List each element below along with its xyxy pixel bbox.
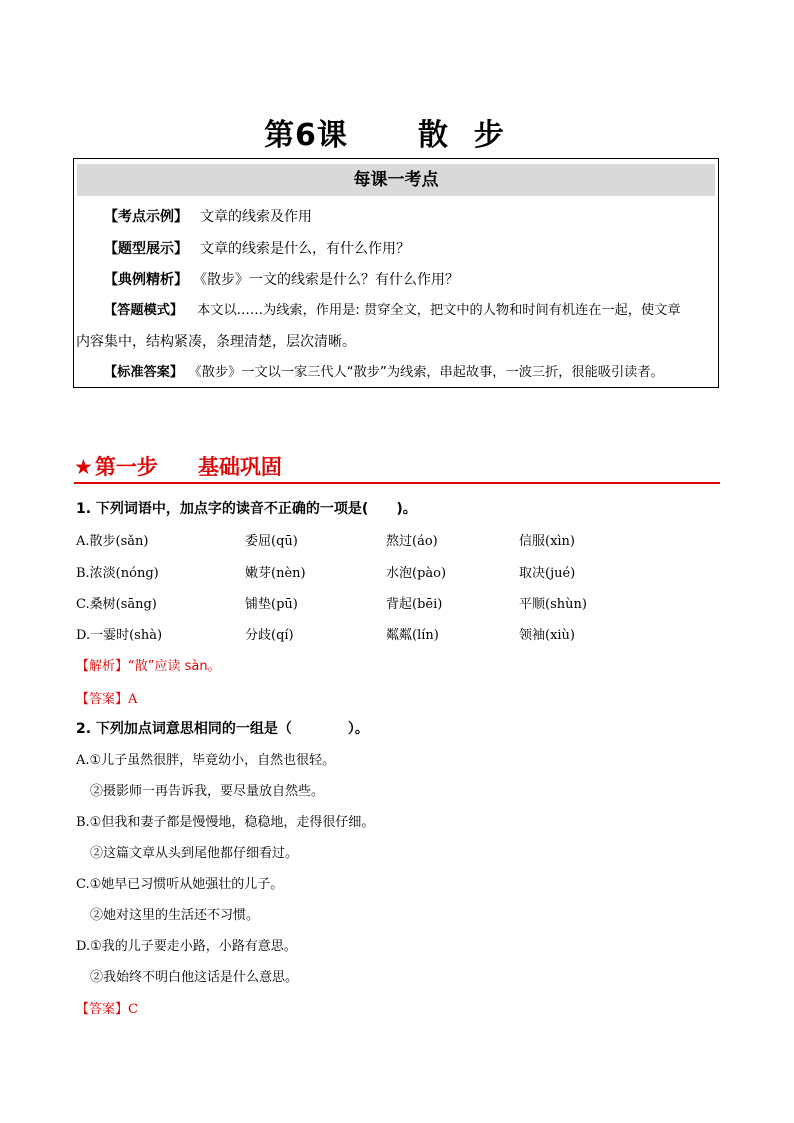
q1-option: 平顺(shùn) <box>519 597 587 612</box>
row-key: 【考点示例】 <box>104 209 188 225</box>
row-text: 《散步》一文以一家三代人“散步”为线索，串起故事，一波三折，很能吸引读者。 <box>195 365 664 380</box>
q2-option-line: ②我始终不明白他这话是什么意思。 <box>90 970 299 985</box>
q1-option: 委屈(qū) <box>245 534 298 549</box>
q1-option: D.一霎时(shà) <box>76 628 163 643</box>
q2-option-line: C.①她早已习惯听从她强壮的儿子。 <box>76 877 284 892</box>
row-text: 本文以……为线索，作用是: 贯穿全文，把文中的人物和时间有机连在一起，使文章 <box>197 303 681 318</box>
q2-option-line: B.①但我和妻子都是慢慢地，稳稳地，走得很仔细。 <box>76 815 375 830</box>
q1-answer <box>76 688 137 707</box>
answer-value: A <box>128 692 138 707</box>
key-point-box <box>73 158 719 388</box>
q1-option: 分歧(qí) <box>245 628 294 643</box>
q1-option: 铺垫(pū) <box>245 597 298 612</box>
q1-option: A.散步(sǎn) <box>76 534 149 549</box>
box-row <box>104 363 664 383</box>
step-label: 第一步 <box>94 455 158 479</box>
row-text: 文章的线索及作用 <box>200 209 312 225</box>
answer-tag: 【答案】 <box>76 1002 129 1017</box>
q2-option-line: A.①儿子虽然很胖，毕竟幼小，自然也很轻。 <box>76 753 336 768</box>
q2-option-line: ②这篇文章从头到尾他都仔细看过。 <box>90 846 299 861</box>
q1-option: 嫩芽(nèn) <box>245 566 306 581</box>
answer-tag: 【答案】 <box>76 692 129 707</box>
box-row <box>104 270 459 290</box>
question-1-stem: 1. 下列词语中，加点字的读音不正确的一项是( )。 <box>76 501 417 517</box>
q1-analysis <box>76 655 221 674</box>
box-row <box>76 332 356 352</box>
analysis-text: “散”应读 sàn。 <box>128 659 221 674</box>
star-icon: ★ <box>74 455 93 479</box>
answer-value: C <box>128 1002 138 1017</box>
box-row <box>104 207 312 227</box>
lesson-number: 第6课 <box>264 118 348 153</box>
q2-option-line: ②她对这里的生活还不习惯。 <box>90 908 260 923</box>
q2-answer <box>76 998 138 1017</box>
analysis-tag: 【解析】 <box>76 659 129 674</box>
section-heading <box>74 452 720 484</box>
row-key: 【典例精析】 <box>104 272 188 288</box>
row-text: 《散步》一文的线索是什么？有什么作用？ <box>200 272 459 288</box>
row-key: 【答题模式】 <box>104 303 184 318</box>
row-text: 内容集中，结构紧凑，条理清楚，层次清晰。 <box>76 334 356 350</box>
q1-option: 粼粼(lín) <box>386 628 439 643</box>
row-key: 【题型展示】 <box>104 241 188 257</box>
q2-option-line: D.①我的儿子要走小路，小路有意思。 <box>76 939 297 954</box>
box-row <box>104 301 681 321</box>
q1-option: 取决(jué) <box>519 566 576 581</box>
page-title <box>0 110 794 154</box>
q1-option: 背起(bēi) <box>386 597 443 612</box>
q1-option: 熬过(áo) <box>386 534 438 549</box>
row-text: 文章的线索是什么，有什么作用？ <box>200 241 410 257</box>
row-key: 【标准答案】 <box>104 365 184 380</box>
q1-option: 水泡(pào) <box>386 566 447 581</box>
q1-option: 领袖(xiù) <box>519 628 576 643</box>
q1-option: C.桑树(sāng) <box>76 597 157 612</box>
q1-option: B.浓淡(nóng) <box>76 566 159 581</box>
question-2-stem: 2. 下列加点词意思相同的一组是（ ）。 <box>76 721 369 737</box>
step-name: 基础巩固 <box>197 455 282 479</box>
box-heading: 每课一考点 <box>77 164 715 196</box>
q2-option-line: ②摄影师一再告诉我，要尽量放自然些。 <box>90 784 325 799</box>
box-row <box>104 239 410 259</box>
q1-option: 信服(xìn) <box>519 534 576 549</box>
lesson-name: 散步 <box>417 118 530 153</box>
